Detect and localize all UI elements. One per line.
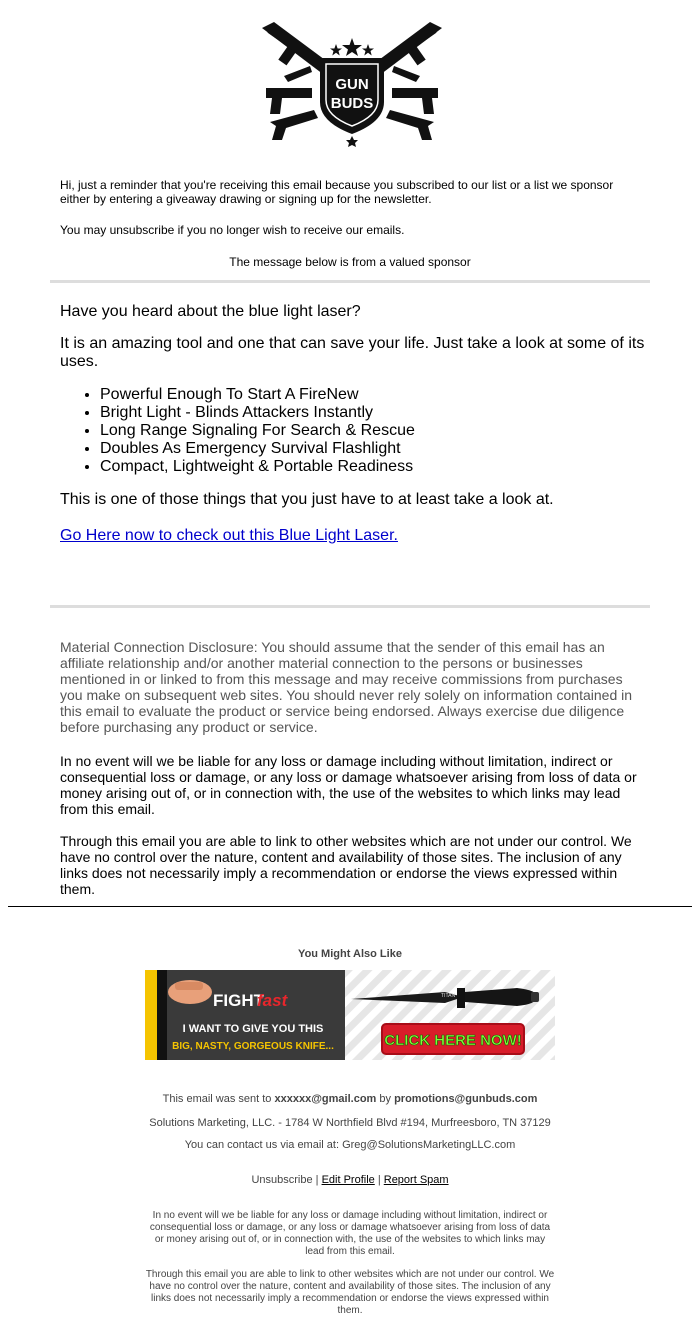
uses-list — [60, 386, 645, 476]
click-here-now-button[interactable] — [382, 1024, 524, 1054]
sponsor-note: The message below is from a valued sponsor — [229, 255, 471, 269]
footer-liability-disclaimer: In no event will we be liable for any loss or damage including without limitation, indirect or consequential loss or damage, or any loss or damage whatsoever arising from loss of data or money arising out of, or in connection with, the use of the websites to which links may lead from this email. — [149, 1210, 551, 1257]
list-item: • Powerful Enough To Start A FireNew — [100, 386, 645, 404]
fist-icon — [168, 980, 212, 1004]
sent-to-line: This email was sent to xxxxxx@gmail.com by promotions@gunbuds.com — [162, 1093, 538, 1105]
svg-text:CLICK HERE NOW!: CLICK HERE NOW! — [384, 1032, 522, 1049]
knife-offer-banner[interactable] — [145, 970, 555, 1060]
list-item: • Doubles As Emergency Survival Flashlight — [100, 440, 645, 458]
sender-email: promotions@gunbuds.com — [394, 1093, 538, 1105]
you-might-also-like-heading: You Might Also Like — [298, 948, 402, 960]
company-address: Solutions Marketing, LLC. - 1784 W Northfield Blvd #194, Murfreesboro, TN 37129 — [149, 1117, 551, 1129]
gun-buds-emblem-icon — [262, 18, 442, 148]
footer-links: Unsubscribe | Edit Profile | Report Spam — [251, 1174, 449, 1186]
material-disclosure: Material Connection Disclosure: You should assume that the sender of this email has an affiliate relationship and/or another material connection to the persons or businesses mentioned in or linked to from this message and may receive commissions from purchases you make on subsequent web sites. You should never rely solely on information contained in this email to evaluate the product or service being endorsed. Always exercise due diligence before purchasing any product or service. — [60, 639, 633, 735]
footer-divider — [8, 906, 692, 907]
unsubscribe-link[interactable]: Unsubscribe — [251, 1174, 313, 1186]
report-spam-link[interactable]: Report Spam — [383, 1174, 449, 1186]
message-closing: This is one of those things that you just have to at least take a look at. — [60, 491, 554, 508]
footer-links-disclaimer: Through this email you are able to link to other websites which are not under our control. We have no control over the nature, content and availability of those sites. The inclusion of any links does not necessarily imply a recommendation or endorse the views expressed within them. — [145, 1269, 555, 1316]
list-item: • Long Range Signaling For Search & Rescue — [100, 422, 645, 440]
svg-text:TITAN: TITAN — [441, 993, 456, 999]
svg-text:BIG, NASTY, GORGEOUS KNIFE...: BIG, NASTY, GORGEOUS KNIFE... — [172, 1041, 334, 1052]
liability-disclaimer: In no event will we be liable for any loss or damage including without limitation, indirect or consequential loss or damage, or any loss or damage whatsoever arising from loss of data or money arising out of, or in connection with, the use of the websites to which links may lead from this email. — [60, 753, 637, 817]
list-item: • Compact, Lightweight & Portable Readiness — [100, 458, 645, 476]
contact-line: You can contact us via email at: Greg@SolutionsMarketingLLC.com — [184, 1139, 516, 1151]
message-uses-intro: It is an amazing tool and one that can save your life. Just take a look at some of its uses. — [60, 335, 645, 370]
top-divider — [50, 280, 650, 283]
edit-profile-link[interactable]: Edit Profile — [321, 1174, 375, 1186]
middle-divider — [50, 605, 650, 608]
subscription-reminder: Hi, just a reminder that you're receiving this email because you subscribed to our list or a list we sponsor either by entering a giveaway drawing or signing up for the newsletter. — [60, 178, 614, 206]
unsubscribe-note: You may unsubscribe if you no longer wish to receive our emails. — [60, 223, 405, 237]
message-question: Have you heard about the blue light laser? — [60, 303, 361, 320]
svg-text:I WANT TO GIVE YOU THIS: I WANT TO GIVE YOU THIS — [182, 1023, 324, 1035]
recipient-email: xxxxxx@gmail.com — [274, 1093, 377, 1105]
svg-text:FIGHT: FIGHT — [213, 991, 264, 1010]
external-links-disclaimer: Through this email you are able to link to other websites which are not under our control. We have no control over the nature, content and availability of those sites. The inclusion of any links does not necessarily imply a recommendation or endorse the views expressed within them. — [60, 833, 632, 897]
gun-buds-logo — [262, 18, 442, 148]
sponsor-message — [60, 303, 645, 545]
svg-text:fast: fast — [257, 991, 288, 1010]
svg-text:BUDS: BUDS — [330, 95, 374, 112]
list-item: • Bright Light - Blinds Attackers Instantly — [100, 404, 645, 422]
blue-light-laser-link[interactable]: Go Here now to check out this Blue Light Laser. — [60, 527, 398, 544]
svg-text:GUN: GUN — [335, 76, 369, 93]
